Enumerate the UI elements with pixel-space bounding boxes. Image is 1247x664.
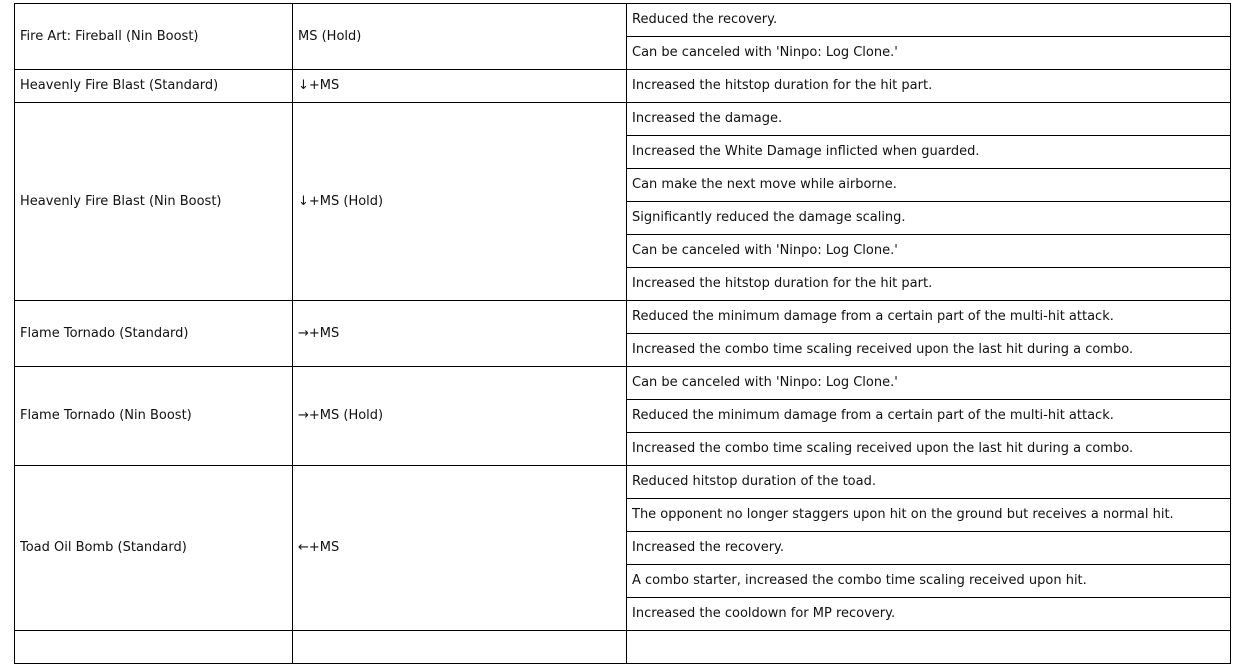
move-name-cell: Heavenly Fire Blast (Standard) (15, 70, 293, 103)
command-cell: ←+MS (293, 466, 627, 631)
command-cell (293, 631, 627, 664)
change-note-cell: Increased the recovery. (627, 532, 1231, 565)
change-note-cell: Reduced hitstop duration of the toad. (627, 466, 1231, 499)
table-row (15, 631, 1231, 664)
change-note-cell: Increased the damage. (627, 103, 1231, 136)
change-note-cell: Increased the combo time scaling received upon the last hit during a combo. (627, 334, 1231, 367)
table-row (15, 466, 1231, 499)
change-note-cell: Can make the next move while airborne. (627, 169, 1231, 202)
table-row (15, 301, 1231, 334)
command-cell: →+MS (Hold) (293, 367, 627, 466)
move-name-cell: Flame Tornado (Standard) (15, 301, 293, 367)
command-cell: ↓+MS (Hold) (293, 103, 627, 301)
change-note-cell: Increased the cooldown for MP recovery. (627, 598, 1231, 631)
move-name-cell (15, 631, 293, 664)
command-cell: MS (Hold) (293, 4, 627, 70)
table-row (15, 4, 1231, 37)
move-name-cell: Heavenly Fire Blast (Nin Boost) (15, 103, 293, 301)
command-cell: ↓+MS (293, 70, 627, 103)
change-note-cell: Can be canceled with 'Ninpo: Log Clone.' (627, 367, 1231, 400)
change-note-cell: Reduced the minimum damage from a certain part of the multi-hit attack. (627, 301, 1231, 334)
change-note-cell: Increased the combo time scaling received upon the last hit during a combo. (627, 433, 1231, 466)
change-note-cell: Increased the White Damage inflicted when guarded. (627, 136, 1231, 169)
move-name-cell: Flame Tornado (Nin Boost) (15, 367, 293, 466)
change-note-cell: Increased the hitstop duration for the hit part. (627, 268, 1231, 301)
change-note-cell: Increased the hitstop duration for the hit part. (627, 70, 1231, 103)
move-name-cell: Fire Art: Fireball (Nin Boost) (15, 4, 293, 70)
command-cell: →+MS (293, 301, 627, 367)
move-name-cell: Toad Oil Bomb (Standard) (15, 466, 293, 631)
change-note-cell: A combo starter, increased the combo time scaling received upon hit. (627, 565, 1231, 598)
table-row (15, 367, 1231, 400)
change-note-cell: Reduced the recovery. (627, 4, 1231, 37)
change-note-cell: The opponent no longer staggers upon hit on the ground but receives a normal hit. (627, 499, 1231, 532)
patch-notes-body (15, 4, 1231, 664)
change-note-cell (627, 631, 1231, 664)
change-note-cell: Can be canceled with 'Ninpo: Log Clone.' (627, 37, 1231, 70)
table-row (15, 103, 1231, 136)
change-note-cell: Can be canceled with 'Ninpo: Log Clone.' (627, 235, 1231, 268)
patch-notes-table (14, 3, 1231, 664)
change-note-cell: Reduced the minimum damage from a certain part of the multi-hit attack. (627, 400, 1231, 433)
table-row (15, 70, 1231, 103)
change-note-cell: Significantly reduced the damage scaling. (627, 202, 1231, 235)
